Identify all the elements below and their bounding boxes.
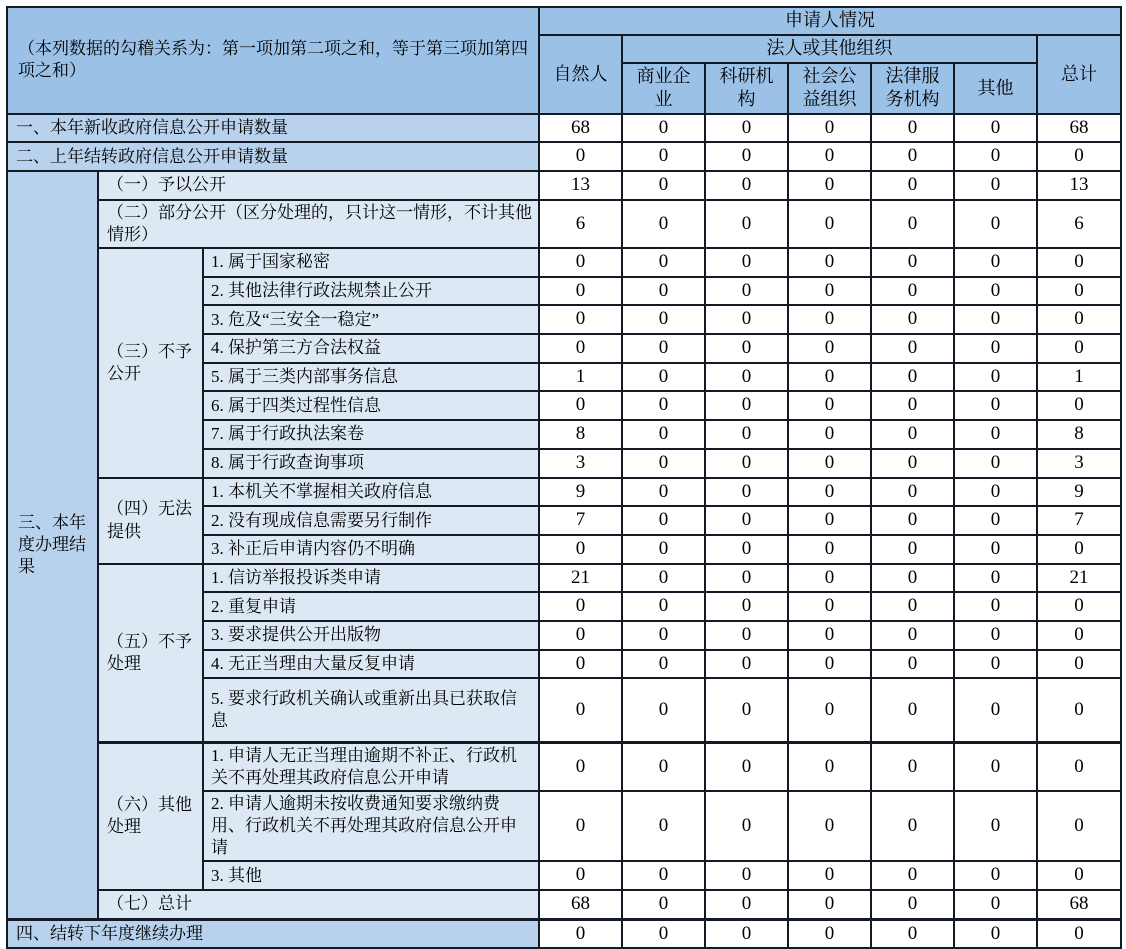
item-label: 8. 属于行政查询事项: [203, 449, 539, 478]
value-cell: 0: [1037, 861, 1121, 890]
value-cell: 0: [622, 861, 705, 890]
value-cell: 0: [622, 248, 705, 277]
header-natural-person: 自然人: [539, 35, 622, 114]
value-cell: 0: [871, 650, 954, 679]
item-label: 4. 无正当理由大量反复申请: [203, 650, 539, 679]
value-cell: 0: [705, 535, 788, 564]
value-cell: 0: [539, 535, 622, 564]
value-cell: 0: [539, 650, 622, 679]
value-cell: 0: [539, 861, 622, 890]
group-label: （六）其他处理: [98, 742, 203, 890]
value-cell: 0: [705, 171, 788, 200]
value-cell: 0: [788, 890, 871, 919]
value-cell: 0: [954, 248, 1037, 277]
value-cell: 8: [1037, 420, 1121, 449]
value-cell: 0: [954, 621, 1037, 650]
value-cell: 0: [1037, 334, 1121, 363]
value-cell: 0: [705, 678, 788, 742]
value-cell: 68: [539, 890, 622, 919]
value-cell: 0: [954, 535, 1037, 564]
value-cell: 0: [954, 305, 1037, 334]
value-cell: 0: [788, 305, 871, 334]
value-cell: 0: [705, 277, 788, 306]
value-cell: 0: [539, 391, 622, 420]
value-cell: 0: [622, 742, 705, 791]
value-cell: 3: [1037, 449, 1121, 478]
value-cell: 0: [954, 890, 1037, 919]
value-cell: 0: [622, 334, 705, 363]
header-public-welfare-org: 社会公益组织: [788, 63, 871, 114]
value-cell: 0: [622, 142, 705, 171]
value-cell: 0: [871, 277, 954, 306]
value-cell: 0: [871, 391, 954, 420]
value-cell: 0: [871, 861, 954, 890]
value-cell: 0: [871, 791, 954, 861]
reconciliation-note: （本列数据的勾稽关系为：第一项加第二项之和，等于第三项加第四项之和）: [7, 7, 539, 114]
value-cell: 0: [705, 449, 788, 478]
value-cell: 0: [1037, 277, 1121, 306]
value-cell: 0: [1037, 791, 1121, 861]
header-row-1: [7, 7, 1121, 35]
value-cell: 0: [954, 391, 1037, 420]
value-cell: 0: [788, 621, 871, 650]
value-cell: 0: [705, 742, 788, 791]
group-label: （五）不予处理: [98, 564, 203, 743]
value-cell: 0: [871, 334, 954, 363]
row-label: （一）予以公开: [98, 171, 539, 200]
value-cell: 0: [1037, 535, 1121, 564]
value-cell: 0: [622, 650, 705, 679]
value-cell: 0: [539, 791, 622, 861]
item-label: 3. 要求提供公开出版物: [203, 621, 539, 650]
value-cell: 0: [539, 334, 622, 363]
item-label: 1. 属于国家秘密: [203, 248, 539, 277]
table-row: [7, 200, 1121, 248]
value-cell: 0: [705, 791, 788, 861]
value-cell: 0: [622, 277, 705, 306]
header-applicant-situation: 申请人情况: [539, 7, 1121, 35]
row-label: 四、结转下年度继续办理: [7, 919, 539, 948]
row-label: （二）部分公开（区分处理的，只计这一情形，不计其他情形）: [98, 200, 539, 248]
value-cell: 0: [954, 506, 1037, 535]
value-cell: 9: [539, 478, 622, 507]
value-cell: 0: [705, 363, 788, 392]
value-cell: 0: [622, 305, 705, 334]
value-cell: 0: [954, 478, 1037, 507]
table-row: [7, 890, 1121, 919]
value-cell: 0: [954, 200, 1037, 248]
value-cell: 0: [622, 890, 705, 919]
section-label-annual-results: 三、本年度办理结果: [7, 171, 98, 919]
item-label: 3. 补正后申请内容仍不明确: [203, 535, 539, 564]
value-cell: 0: [871, 890, 954, 919]
value-cell: 0: [871, 506, 954, 535]
value-cell: 0: [1037, 621, 1121, 650]
value-cell: 0: [871, 592, 954, 621]
value-cell: 13: [539, 171, 622, 200]
value-cell: 0: [1037, 592, 1121, 621]
value-cell: 0: [705, 592, 788, 621]
value-cell: 0: [788, 592, 871, 621]
table-row: [7, 478, 1121, 507]
item-label: 4. 保护第三方合法权益: [203, 334, 539, 363]
value-cell: 0: [705, 334, 788, 363]
table-row: [7, 142, 1121, 171]
value-cell: 13: [1037, 171, 1121, 200]
disclosure-requests-table: [6, 6, 1122, 949]
value-cell: 0: [622, 363, 705, 392]
value-cell: 6: [539, 200, 622, 248]
table-row: [7, 564, 1121, 593]
value-cell: 1: [539, 363, 622, 392]
value-cell: 0: [954, 592, 1037, 621]
value-cell: 0: [871, 114, 954, 143]
item-label: 1. 申请人无正当理由逾期不补正、行政机关不再处理其政府信息公开申请: [203, 742, 539, 791]
value-cell: 0: [705, 142, 788, 171]
value-cell: 0: [788, 535, 871, 564]
row-label: 二、上年结转政府信息公开申请数量: [7, 142, 539, 171]
header-other: 其他: [954, 63, 1037, 114]
value-cell: 0: [788, 248, 871, 277]
value-cell: 0: [871, 535, 954, 564]
value-cell: 0: [622, 506, 705, 535]
value-cell: 21: [1037, 564, 1121, 593]
value-cell: 0: [788, 478, 871, 507]
row-label: （七）总计: [98, 890, 539, 919]
value-cell: 0: [954, 142, 1037, 171]
value-cell: 0: [788, 791, 871, 861]
header-research-institution: 科研机构: [705, 63, 788, 114]
value-cell: 0: [1037, 142, 1121, 171]
value-cell: 0: [954, 650, 1037, 679]
value-cell: 0: [788, 363, 871, 392]
group-label: （三）不予公开: [98, 248, 203, 478]
value-cell: 0: [705, 200, 788, 248]
value-cell: 0: [788, 678, 871, 742]
item-label: 3. 危及“三安全一稳定”: [203, 305, 539, 334]
value-cell: 0: [622, 592, 705, 621]
value-cell: 0: [622, 200, 705, 248]
value-cell: 8: [539, 420, 622, 449]
value-cell: 0: [954, 861, 1037, 890]
value-cell: 0: [622, 535, 705, 564]
group-label: （四）无法提供: [98, 478, 203, 564]
value-cell: 0: [788, 919, 871, 948]
value-cell: 68: [1037, 890, 1121, 919]
value-cell: 0: [622, 171, 705, 200]
value-cell: 0: [954, 171, 1037, 200]
value-cell: 0: [622, 114, 705, 143]
value-cell: 0: [1037, 742, 1121, 791]
value-cell: 0: [954, 678, 1037, 742]
value-cell: 0: [871, 678, 954, 742]
value-cell: 7: [1037, 506, 1121, 535]
value-cell: 0: [1037, 248, 1121, 277]
value-cell: 0: [705, 391, 788, 420]
value-cell: 21: [539, 564, 622, 593]
value-cell: 0: [539, 919, 622, 948]
value-cell: 0: [622, 420, 705, 449]
item-label: 5. 属于三类内部事务信息: [203, 363, 539, 392]
value-cell: 0: [539, 305, 622, 334]
value-cell: 0: [871, 449, 954, 478]
value-cell: 9: [1037, 478, 1121, 507]
table-row: [7, 114, 1121, 143]
value-cell: 0: [1037, 919, 1121, 948]
value-cell: 7: [539, 506, 622, 535]
item-label: 2. 重复申请: [203, 592, 539, 621]
value-cell: 0: [788, 449, 871, 478]
value-cell: 0: [622, 449, 705, 478]
item-label: 2. 没有现成信息需要另行制作: [203, 506, 539, 535]
header-commercial-enterprise: 商业企业: [622, 63, 705, 114]
value-cell: 0: [788, 114, 871, 143]
value-cell: 0: [1037, 678, 1121, 742]
value-cell: 0: [871, 742, 954, 791]
value-cell: 0: [871, 919, 954, 948]
value-cell: 3: [539, 449, 622, 478]
value-cell: 0: [622, 391, 705, 420]
value-cell: 1: [1037, 363, 1121, 392]
item-label: 5. 要求行政机关确认或重新出具已获取信息: [203, 678, 539, 742]
value-cell: 0: [788, 650, 871, 679]
table-body: [7, 114, 1121, 949]
value-cell: 0: [705, 650, 788, 679]
value-cell: 0: [622, 564, 705, 593]
value-cell: 0: [705, 890, 788, 919]
value-cell: 0: [871, 621, 954, 650]
value-cell: 0: [705, 564, 788, 593]
value-cell: 0: [788, 391, 871, 420]
value-cell: 68: [539, 114, 622, 143]
value-cell: 0: [539, 277, 622, 306]
value-cell: 0: [705, 861, 788, 890]
item-label: 3. 其他: [203, 861, 539, 890]
value-cell: 0: [622, 678, 705, 742]
value-cell: 0: [1037, 391, 1121, 420]
value-cell: 0: [954, 919, 1037, 948]
value-cell: 0: [954, 742, 1037, 791]
value-cell: 0: [539, 592, 622, 621]
value-cell: 0: [871, 363, 954, 392]
item-label: 2. 其他法律行政法规禁止公开: [203, 277, 539, 306]
value-cell: 0: [788, 861, 871, 890]
table-row: [7, 171, 1121, 200]
value-cell: 0: [788, 564, 871, 593]
value-cell: 0: [788, 277, 871, 306]
value-cell: 0: [1037, 650, 1121, 679]
value-cell: 0: [705, 248, 788, 277]
value-cell: 0: [954, 114, 1037, 143]
value-cell: 0: [954, 277, 1037, 306]
value-cell: 0: [954, 791, 1037, 861]
value-cell: 0: [705, 506, 788, 535]
item-label: 1. 本机关不掌握相关政府信息: [203, 478, 539, 507]
value-cell: 0: [539, 248, 622, 277]
value-cell: 0: [539, 142, 622, 171]
value-cell: 0: [788, 171, 871, 200]
value-cell: 0: [954, 420, 1037, 449]
value-cell: 0: [788, 742, 871, 791]
value-cell: 0: [622, 919, 705, 948]
value-cell: 0: [539, 678, 622, 742]
value-cell: 0: [871, 171, 954, 200]
value-cell: 0: [788, 200, 871, 248]
table-row: [7, 248, 1121, 277]
value-cell: 0: [622, 621, 705, 650]
table-row: [7, 742, 1121, 791]
value-cell: 0: [705, 305, 788, 334]
item-label: 7. 属于行政执法案卷: [203, 420, 539, 449]
value-cell: 0: [954, 363, 1037, 392]
value-cell: 0: [954, 564, 1037, 593]
item-label: 2. 申请人逾期未按收费通知要求缴纳费用、行政机关不再处理其政府信息公开申请: [203, 791, 539, 861]
value-cell: 0: [871, 420, 954, 449]
value-cell: 0: [871, 200, 954, 248]
value-cell: 0: [705, 420, 788, 449]
value-cell: 0: [788, 334, 871, 363]
table-row: [7, 919, 1121, 948]
value-cell: 0: [788, 420, 871, 449]
value-cell: 0: [705, 478, 788, 507]
value-cell: 0: [788, 142, 871, 171]
value-cell: 0: [871, 248, 954, 277]
value-cell: 0: [954, 334, 1037, 363]
value-cell: 0: [788, 506, 871, 535]
value-cell: 6: [1037, 200, 1121, 248]
value-cell: 68: [1037, 114, 1121, 143]
value-cell: 0: [871, 478, 954, 507]
value-cell: 0: [705, 114, 788, 143]
header-legal-service-org: 法律服务机构: [871, 63, 954, 114]
table-header: [7, 7, 1121, 114]
item-label: 1. 信访举报投诉类申请: [203, 564, 539, 593]
value-cell: 0: [622, 478, 705, 507]
value-cell: 0: [871, 142, 954, 171]
header-legal-or-other-org: 法人或其他组织: [622, 35, 1037, 63]
header-total: 总计: [1037, 35, 1121, 114]
item-label: 6. 属于四类过程性信息: [203, 391, 539, 420]
value-cell: 0: [871, 305, 954, 334]
value-cell: 0: [705, 621, 788, 650]
value-cell: 0: [871, 564, 954, 593]
value-cell: 0: [954, 449, 1037, 478]
value-cell: 0: [539, 621, 622, 650]
value-cell: 0: [539, 742, 622, 791]
row-label: 一、本年新收政府信息公开申请数量: [7, 114, 539, 143]
value-cell: 0: [705, 919, 788, 948]
value-cell: 0: [622, 791, 705, 861]
value-cell: 0: [1037, 305, 1121, 334]
